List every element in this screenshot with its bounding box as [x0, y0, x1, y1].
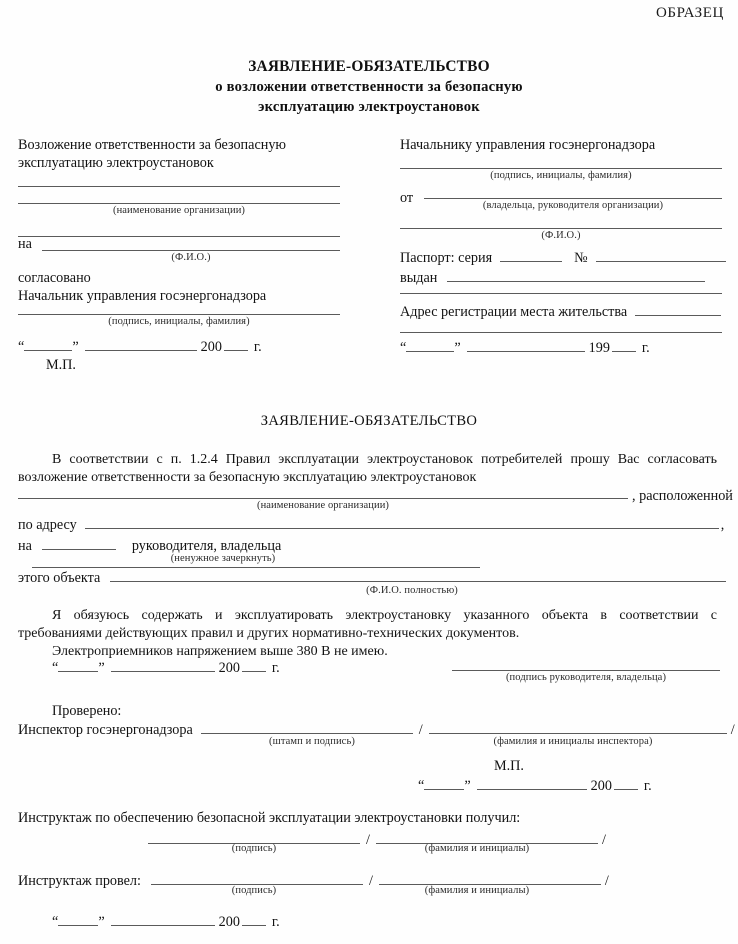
main-located-suffix: , расположенной	[632, 488, 733, 504]
registration-address-field[interactable]	[635, 304, 721, 316]
verified-label: Проверено:	[52, 703, 122, 719]
main-paragraph-1-line-1	[18, 451, 720, 469]
title-line-3: эксплуатацию электроустановок	[258, 99, 480, 115]
main-address-row	[18, 516, 724, 534]
briefing-conducted-slash-1: /	[368, 873, 373, 889]
caption-inspector-name: (фамилия и инициалы инспектора)	[493, 736, 653, 747]
verified-date-year-suffix: г.	[643, 778, 652, 794]
registration-address-field-line-2[interactable]	[400, 332, 722, 333]
right-from-label: от	[400, 190, 414, 206]
registration-address-label: Адрес регистрации места жительства	[400, 304, 628, 320]
left-organization-field-line-2[interactable]	[18, 203, 340, 204]
briefing-date-year-suffix: г.	[271, 914, 280, 930]
briefing-date-year-field[interactable]	[242, 914, 266, 926]
main-paragraph-3: Электроприемников напряжением выше 380 В не имею.	[52, 644, 388, 659]
briefing-caption-name-2: (фамилия и инициалы)	[424, 885, 530, 896]
right-date-year-field[interactable]	[612, 340, 636, 352]
passport-issued-label: выдан	[400, 270, 438, 286]
briefing-date-quote-open: “	[52, 914, 59, 930]
right-date-row	[400, 339, 650, 357]
main-caption-head-signature: (подпись руководителя, владельца)	[505, 672, 667, 683]
briefing-caption-signature-2: (подпись)	[231, 885, 277, 896]
right-date-year-prefix: 199	[588, 340, 610, 356]
left-heading-line-1: Возложение ответственности за безопасную	[18, 137, 287, 153]
left-na-label: на	[18, 236, 32, 252]
left-date-year-field[interactable]	[224, 339, 248, 351]
briefing-caption-name-1: (фамилия и инициалы)	[424, 843, 530, 854]
sample-watermark-label: ОБРАЗЕЦ	[655, 5, 724, 21]
main-date-quote-close: ”	[98, 660, 105, 676]
left-signature-field-line[interactable]	[18, 314, 340, 315]
right-signature-field-line[interactable]	[400, 168, 722, 169]
main-date-year-field[interactable]	[242, 660, 266, 672]
briefing-date-month-field[interactable]	[111, 914, 215, 926]
left-date-month-field[interactable]	[85, 339, 197, 351]
left-date-year-suffix: г.	[253, 339, 262, 355]
left-stamp-mark: М.П.	[46, 357, 76, 373]
left-na-top-line[interactable]	[18, 236, 340, 237]
verified-date-day-field[interactable]	[424, 778, 464, 790]
main-caption-fio-full: (Ф.И.О. полностью)	[366, 585, 458, 596]
main-paragraph-2-text: Я обязуюсь содержать и эксплуатировать электроустановку указанного объекта в соответствии с	[52, 608, 717, 623]
briefing-date-year-prefix: 200	[218, 914, 240, 930]
left-date-day-field[interactable]	[24, 339, 72, 351]
inspector-label: Инспектор госэнергонадзора	[18, 722, 193, 738]
briefing-conducted-signature-field[interactable]	[151, 873, 363, 885]
inspector-stamp-signature-field[interactable]	[201, 722, 413, 734]
briefing-received-slash-2: /	[601, 832, 606, 848]
briefing-date-row	[52, 913, 280, 931]
main-date-row	[52, 659, 280, 677]
left-chief-label: Начальник управления госэнергонадзора	[18, 288, 267, 304]
caption-stamp-signature: (штамп и подпись)	[269, 736, 355, 747]
main-caption-strike: (ненужное зачеркнуть)	[170, 553, 276, 564]
main-organization-field[interactable]	[18, 498, 628, 499]
passport-issued-field-line-2[interactable]	[400, 293, 722, 294]
title-line-1: ЗАЯВЛЕНИЕ-ОБЯЗАТЕЛЬСТВО	[248, 58, 490, 75]
left-caption-fio: (Ф.И.О.)	[171, 252, 211, 263]
verified-date-month-field[interactable]	[477, 778, 587, 790]
main-date-day-field[interactable]	[58, 660, 98, 672]
title-line-2: о возложении ответственности за безопасную	[215, 79, 523, 95]
verified-stamp-mark: М.П.	[494, 758, 524, 774]
passport-issued-row	[400, 269, 705, 287]
left-date-quote-open: “	[18, 339, 25, 355]
verified-date-quote-open: “	[418, 778, 425, 794]
right-date-month-field[interactable]	[467, 340, 585, 352]
passport-issued-field[interactable]	[447, 270, 705, 282]
left-heading-line-2: эксплуатацию электроустановок	[18, 155, 214, 171]
right-date-quote-open: “	[400, 340, 407, 356]
main-address-comma: ,	[720, 517, 725, 533]
inspector-slash-2: /	[730, 722, 735, 738]
verified-date-quote-close: ”	[464, 778, 471, 794]
briefing-conducted-label: Инструктаж провел:	[18, 873, 141, 889]
main-date-month-field[interactable]	[111, 660, 215, 672]
right-date-year-suffix: г.	[641, 340, 650, 356]
briefing-date-day-field[interactable]	[58, 914, 98, 926]
main-paragraph-1-line-2: возложение ответственности за безопасную эксплуатацию электроустановок	[18, 470, 477, 485]
verified-date-year-field[interactable]	[614, 778, 638, 790]
passport-series-field[interactable]	[500, 250, 562, 262]
registration-address-row	[400, 303, 721, 321]
right-caption-owner: (владельца, руководителя организации)	[482, 200, 664, 211]
right-addressee-label: Начальнику управления госэнергонадзора	[400, 137, 656, 153]
left-agreed-label: согласовано	[18, 270, 91, 286]
main-address-label: по адресу	[18, 517, 77, 533]
main-object-fio-field[interactable]	[110, 570, 726, 582]
main-paragraph-2-line-2: требованиями действующих правил и других нормативно-технических документов.	[18, 626, 520, 641]
main-paragraph-1-text: В соответствии с п. 1.2.4 Правил эксплуатации электроустановок потребителей прошу Вас согласовать	[52, 452, 717, 467]
briefing-received-slash-1: /	[366, 832, 370, 848]
verified-date-year-prefix: 200	[590, 778, 612, 794]
main-date-year-prefix: 200	[218, 660, 240, 676]
right-fio-field-line[interactable]	[400, 228, 722, 229]
main-paragraph-2-line-1	[18, 607, 720, 625]
briefing-date-quote-close: ”	[98, 914, 105, 930]
main-object-label: этого объекта	[18, 570, 101, 586]
main-head-signature-field[interactable]	[452, 670, 720, 671]
right-date-day-field[interactable]	[406, 340, 454, 352]
main-na-label: на	[18, 538, 32, 554]
left-date-row	[18, 338, 262, 356]
right-date-quote-close: ”	[454, 340, 461, 356]
left-organization-field-line-1[interactable]	[18, 186, 340, 187]
left-date-year-prefix: 200	[200, 339, 222, 355]
left-caption-organization: (наименование организации)	[112, 205, 246, 216]
main-date-year-suffix: г.	[271, 660, 280, 676]
main-date-quote-open: “	[52, 660, 59, 676]
left-date-quote-close: ”	[72, 339, 79, 355]
right-owner-field-line[interactable]	[424, 198, 722, 199]
passport-number-sign: №	[574, 250, 588, 266]
verified-date-row	[418, 777, 652, 795]
briefing-conducted-name-field[interactable]	[379, 873, 601, 885]
passport-label: Паспорт: серия	[400, 250, 493, 266]
briefing-caption-signature-1: (подпись)	[231, 843, 277, 854]
left-fio-field-line[interactable]	[42, 250, 340, 251]
passport-number-field[interactable]	[596, 250, 726, 262]
passport-row	[400, 249, 726, 267]
section-title: ЗАЯВЛЕНИЕ-ОБЯЗАТЕЛЬСТВО	[260, 413, 478, 429]
main-caption-organization: (наименование организации)	[256, 500, 390, 511]
left-caption-signature: (подпись, инициалы, фамилия)	[108, 316, 250, 327]
main-role-options: руководителя, владельца	[131, 538, 282, 554]
main-role-blank-field[interactable]	[42, 538, 116, 550]
inspector-slash-1: /	[418, 722, 423, 738]
document-title	[0, 57, 738, 117]
inspector-name-field[interactable]	[429, 722, 727, 734]
briefing-received-label: Инструктаж по обеспечению безопасной эксплуатации электроустановки получил:	[18, 810, 521, 826]
briefing-conducted-slash-2: /	[604, 873, 609, 889]
right-caption-signature: (подпись, инициалы, фамилия)	[490, 170, 632, 181]
right-caption-fio: (Ф.И.О.)	[541, 230, 581, 241]
main-address-field[interactable]	[85, 517, 719, 529]
